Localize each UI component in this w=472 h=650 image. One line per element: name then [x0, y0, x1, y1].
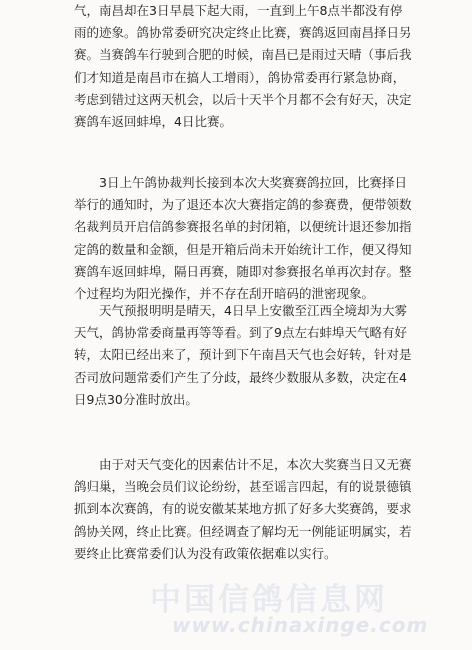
paragraph-1: 气，南昌却在3日早晨下起大雨，一直到上午8点半都没有停雨的迹象。鸽协常委研究决定终止比赛，赛鸽返回南昌择日另赛。当赛鸽车行驶到合肥的时候，南昌已是雨过天晴（事后我们才知道是南昌市在搞人工增雨），鸽协常委再行紧急协商，考虑到错过这两天机会，以后十天半个月都不会有好天，决定赛鸽车返回蚌埠，4日比赛。	[74, 3, 412, 130]
paragraph-4: 由于对天气变化的因素估计不足，本次大奖赛当日又无赛鸽归巢，当晚会员们议论纷纷，甚至谣言四起，有的说景德镇抓到本次赛鸽，有的说安徽某某地方抓了好多大奖赛鸽，要求鸽协关网，终止比赛。但经调查了解均无一例能证明属实，若要终止比赛常委们认为没有政策依据难以实行。	[74, 457, 412, 561]
watermark-url: www.chinaxinge.com	[172, 613, 429, 637]
paragraph-3: 天气预报明明是晴天，4日早上安徽至江西全境却为大雾天气，鸽协常委商量再等等看。到了9点左右蚌埠天气略有好转，太阳已经出来了，预计到下午南昌天气也会好转，针对是否司放问题常委们产生了分歧，最终少数服从多数，决定在4日9点30分准时放出。	[74, 303, 412, 407]
watermark-title: 中国信鸽信息网	[150, 582, 388, 618]
paragraph-2: 3日上午鸽协裁判长接到本次大奖赛赛鸽拉回，比赛择日举行的通知时，为了退还本次大赛指定鸽的参赛费，便带领数名裁判员开启信鸽参赛报名单的封闭箱，以便统计退还参加指定鸽的数量和金额，但是开箱后尚未开始统计工作，便又得知赛鸽车返回蚌埠，隔日再赛，随即对参赛报名单再次封存。整个过程均为阳光操作，并不存在刮开暗码的泄密现象。	[74, 175, 412, 302]
